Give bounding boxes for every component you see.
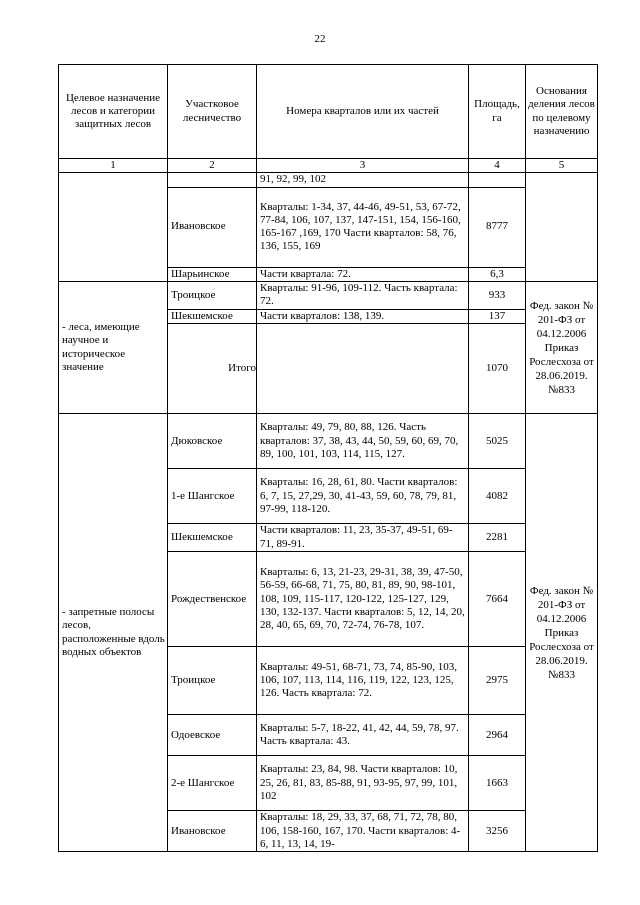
area-cell: 4082: [469, 469, 526, 524]
basis-cell: [526, 173, 598, 282]
header-area: Площадь, га: [469, 65, 526, 159]
area-cell: 1663: [469, 756, 526, 811]
forestry-cell: Шекшемское: [168, 309, 257, 323]
quarters-cell: Кварталы: 91-96, 109-112. Часть квартала: 72.: [257, 281, 469, 309]
column-number: 1: [59, 159, 168, 173]
column-number: 2: [168, 159, 257, 173]
area-cell: 8777: [469, 187, 526, 267]
quarters-cell: Кварталы: 5-7, 18-22, 41, 42, 44, 59, 78, 97. Часть квартала: 43.: [257, 715, 469, 756]
quarters-cell: Части кварталов: 11, 23, 35-37, 49-51, 69-71, 89-91.: [257, 524, 469, 552]
quarters-cell: 91, 92, 99, 102: [257, 173, 469, 187]
quarters-cell: Кварталы: 23, 84, 98. Части кварталов: 10, 25, 26, 81, 83, 85-88, 91, 93-95, 97, 99, 101, 102: [257, 756, 469, 811]
quarters-cell: Части квартала: 72.: [257, 267, 469, 281]
area-cell: 6,3: [469, 267, 526, 281]
header-basis: Основания деления лесов по целевому назначению: [526, 65, 598, 159]
forestry-cell: Троицкое: [168, 647, 257, 715]
area-cell: [469, 173, 526, 187]
total-quarters-cell: [257, 324, 469, 414]
forestry-cell: 1-е Шангское: [168, 469, 257, 524]
area-cell: 2281: [469, 524, 526, 552]
forestry-cell: Шекшемское: [168, 524, 257, 552]
forestry-cell: Рождественское: [168, 552, 257, 647]
page-number: 22: [314, 33, 326, 45]
basis-cell: Фед. закон № 201-ФЗ от 04.12.2006 Приказ Рослесхоза от 28.06.2019. №833: [526, 281, 598, 413]
forestry-cell: Одоевское: [168, 715, 257, 756]
area-cell: 2975: [469, 647, 526, 715]
total-label: Итого: [168, 324, 257, 414]
area-cell: 5025: [469, 414, 526, 469]
forestry-cell: 2-е Шангское: [168, 756, 257, 811]
quarters-cell: Кварталы: 16, 28, 61, 80. Части кварталов: 6, 7, 15, 27,29, 30, 41-43, 59, 60, 78, 79, 81, 97-99, 118-120.: [257, 469, 469, 524]
quarters-cell: Кварталы: 18, 29, 33, 37, 68, 71, 72, 78, 80, 106, 158-160, 167, 170. Части кварталов: 4-6, 11, 13, 14, 19-: [257, 811, 469, 852]
area-cell: 7664: [469, 552, 526, 647]
table-row: [59, 173, 598, 187]
column-number: 3: [257, 159, 469, 173]
forestry-cell: Шарьинское: [168, 267, 257, 281]
area-cell: 137: [469, 309, 526, 323]
area-cell: 3256: [469, 811, 526, 852]
header-category: Целевое назначение лесов и категории защитных лесов: [59, 65, 168, 159]
column-number-row: [59, 159, 598, 173]
category-cell: [59, 173, 168, 282]
quarters-cell: Кварталы: 49, 79, 80, 88, 126. Часть кварталов: 37, 38, 43, 44, 50, 59, 60, 69, 70, 89, 100, 101, 103, 114, 115, 127.: [257, 414, 469, 469]
category-cell: - леса, имеющие научное и историческое значение: [59, 281, 168, 413]
quarters-cell: Кварталы: 49-51, 68-71, 73, 74, 85-90, 103, 106, 107, 113, 114, 116, 119, 122, 123, 125, 126. Часть квартала: 72.: [257, 647, 469, 715]
forestry-cell: Троицкое: [168, 281, 257, 309]
header-quarters: Номера кварталов или их частей: [257, 65, 469, 159]
table-row: [59, 281, 598, 309]
category-cell: - запретные полосы лесов, расположенные вдоль водных объектов: [59, 414, 168, 852]
area-cell: 2964: [469, 715, 526, 756]
forest-designation-table: [58, 64, 598, 852]
quarters-cell: Кварталы: 1-34, 37, 44-46, 49-51, 53, 67-72, 77-84, 106, 107, 137, 147-151, 154, 156-160, 165-167 ,169, 170 Части кварталов: 58, 76, 136, 155, 169: [257, 187, 469, 267]
basis-cell: Фед. закон № 201-ФЗ от 04.12.2006 Приказ Рослесхоза от 28.06.2019. №833: [526, 414, 598, 852]
total-area: 1070: [469, 324, 526, 414]
header-forestry: Участковое лесничество: [168, 65, 257, 159]
quarters-cell: Части кварталов: 138, 139.: [257, 309, 469, 323]
forestry-cell: [168, 173, 257, 187]
forestry-cell: Ивановское: [168, 811, 257, 852]
forestry-cell: Дюковское: [168, 414, 257, 469]
column-number: 5: [526, 159, 598, 173]
table-row: [59, 414, 598, 469]
forestry-cell: Ивановское: [168, 187, 257, 267]
area-cell: 933: [469, 281, 526, 309]
column-number: 4: [469, 159, 526, 173]
quarters-cell: Кварталы: 6, 13, 21-23, 29-31, 38, 39, 47-50, 56-59, 66-68, 71, 75, 80, 81, 89, 90, 98-101, 108, 109, 115-117, 120-122, 125-127, 129, 130, 132-137. Части кварталов: 5, 12, 14, 20, 28, 40, 65, 69, 70, 72-74, 76-78, 107.: [257, 552, 469, 647]
